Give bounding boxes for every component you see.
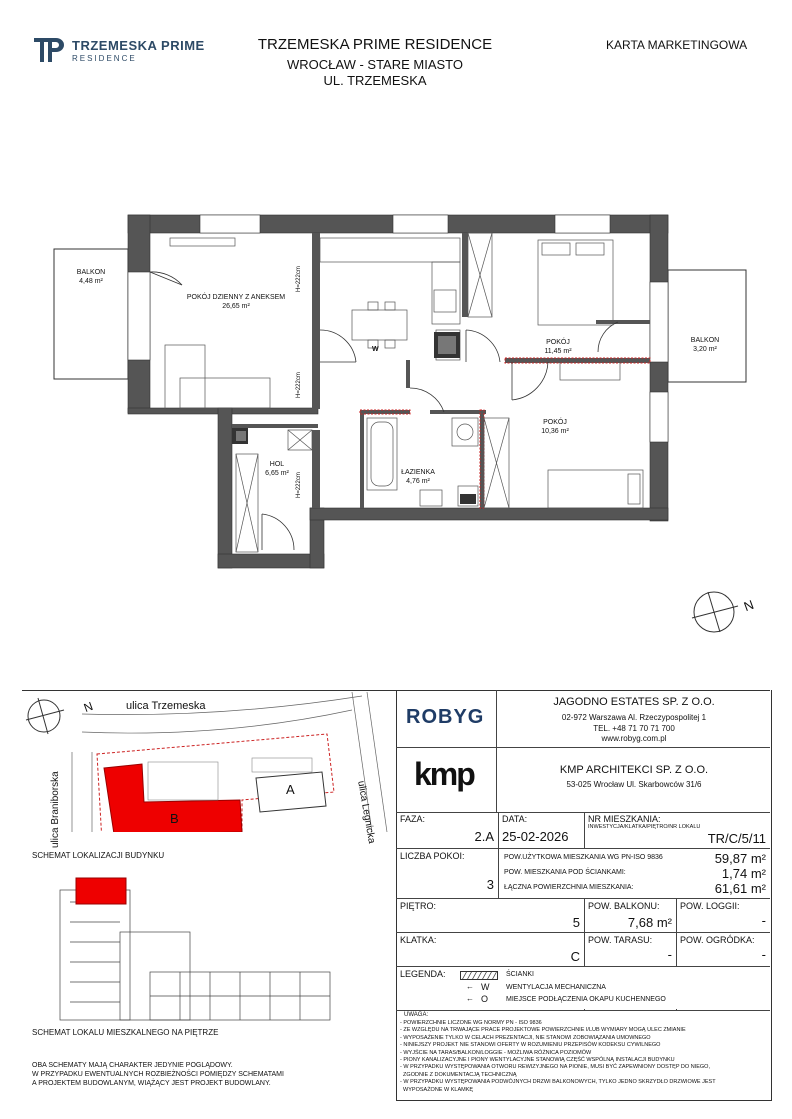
street-legnicka: ulica Legnicka <box>355 780 378 845</box>
height-mark-2: H=222cm <box>296 372 302 398</box>
location-map <box>22 692 397 832</box>
disclaimer-1: OBA SCHEMATY MAJĄ CHARAKTER JEDYNIE POGLĄDOWY. <box>32 1062 233 1069</box>
balkon-label: POW. BALKONU: <box>588 901 660 911</box>
architect-logo: kmp <box>414 756 474 792</box>
pu-label: POW.UŻYTKOWA MIESZKANIA WG PN-ISO 9836 <box>504 854 663 861</box>
legend-w-symbol: W <box>481 982 490 992</box>
building-b: B <box>170 811 179 826</box>
note-9: - W PRZYPADKU WYSTĘPOWANIA PODWÓJNYCH DRZWI BALKONOWYCH, TYLKO JEDNO SKRZYDŁO DRZWIOWE JEST <box>400 1079 716 1086</box>
legend-o-arrow-icon: ← <box>466 994 474 1003</box>
faza-value: 2.A <box>474 829 494 844</box>
room-pokoj-1: POKÓJ 11,45 m² <box>544 339 572 355</box>
legend-w: WENTYLACJA MECHANICZNA <box>506 984 606 991</box>
pokoje-label: LICZBA POKOI: <box>400 851 465 861</box>
room-pokoj-2: POKÓJ 10,36 m² <box>541 419 569 435</box>
caption-floor: SCHEMAT LOKALU MIESZKALNEGO NA PIĘTRZE <box>32 1028 219 1037</box>
height-mark-3: H=222cm <box>296 472 302 498</box>
street-trzemeska: ulica Trzemeska <box>126 700 206 712</box>
notes-list <box>400 1020 766 1094</box>
developer-logo: ROBYG <box>406 706 485 728</box>
pl-value: 61,61 m² <box>714 881 766 896</box>
note-2: - ZE WZGLĘDU NA TRWAJĄCE PRACE PROJEKTOWE POWIERZCHNIE I/LUB WYMIARY MOGĄ ULEC ZMIANIE <box>400 1027 686 1034</box>
card-type: KARTA MARKETINGOWA <box>606 38 748 52</box>
faza-label: FAZA: <box>400 814 426 824</box>
pl-label: ŁĄCZNA POWIERZCHNIA MIESZKANIA: <box>504 884 634 891</box>
building-a: A <box>286 782 295 797</box>
legend-o-symbol: O <box>481 994 489 1004</box>
pokoje-value: 3 <box>486 877 494 892</box>
nr-value: TR/C/5/11 <box>707 831 766 846</box>
legend-w-arrow-icon: ← <box>466 982 474 991</box>
street-braniborska: ulica Braniborska <box>50 771 61 848</box>
klatka-value: C <box>570 949 580 964</box>
height-mark-1: H=222cm <box>296 266 302 292</box>
street: UL. TRZEMESKA <box>323 73 427 88</box>
note-8: ZGODNIE Z DOKUMENTACJĄ TECHNICZNĄ <box>400 1071 517 1078</box>
legend-hatch: ŚCIANKI <box>506 971 535 978</box>
room-bath: ŁAZIENKA 4,76 m² <box>401 469 435 485</box>
data-label: DATA: <box>502 814 528 824</box>
pu-value: 59,87 m² <box>714 851 766 866</box>
loggia-value: - <box>761 913 766 928</box>
taras-value: - <box>667 947 672 962</box>
hatch-icon <box>460 971 498 980</box>
caption-location: SCHEMAT LOKALIZACJI BUDYNKU <box>32 851 165 860</box>
note-6: - PIONY KANALIZACYJNE I PIONY WENTYLACYJNE STANOWIĄ CZĘŚĆ WSPÓLNĄ INSTALACJI BUDYNKU <box>400 1057 675 1064</box>
room-balkon-left: BALKON 4,48 m² <box>76 269 106 285</box>
nr-label: NR MIESZKANIA: <box>588 814 661 824</box>
uwagi-label: UWAGA: <box>404 1012 429 1018</box>
note-1: - POWIERZCHNIE LICZONE WG NORMY PN - ISO 9836 <box>400 1020 542 1026</box>
pietro-label: PIĘTRO: <box>400 901 437 911</box>
room-hol: HOL 6,65 m² <box>265 461 289 477</box>
legend-o: MIEJSCE PODŁĄCZENIA OKAPU KUCHENNEGO <box>506 996 666 1003</box>
note-7: - W PRZYPADKU WYSTĘPOWANIA OTWORU REWIZYJNEGO NA PIONIE, MUSI BYĆ ZAPEWNIONY DOSTĘP DO NIEGO, <box>400 1064 710 1071</box>
pietro-value: 5 <box>572 915 580 930</box>
ogrod-label: POW. OGRÓDKA: <box>680 935 755 945</box>
ogrod-value: - <box>761 947 766 962</box>
balcony-right <box>668 270 746 382</box>
developer-name: JAGODNO ESTATES SP. Z O.O. <box>553 696 715 708</box>
note-10: WYPOSAŻONE W KLAMKĘ <box>400 1086 474 1093</box>
taras-label: POW. TARASU: <box>588 935 653 945</box>
disclaimer-2: W PRZYPADKU EWENTUALNYCH ROZBIEŻNOŚCI POMIĘDZY SCHEMATAMI <box>32 1071 284 1078</box>
legenda-label: LEGENDA: <box>400 969 446 979</box>
klatka-label: KLATKA: <box>400 935 437 945</box>
note-5: - WYJŚCIE NA TARAS/BALKON/LOGGIE - MOŻLIWA RÓŻNICA POZIOMÓW <box>400 1049 592 1056</box>
map-north: N <box>81 698 95 716</box>
ps-label: POW. MIESZKANIA POD ŚCIANKAMI: <box>504 869 626 876</box>
architect-name: KMP ARCHITEKCI SP. Z O.O. <box>559 764 709 776</box>
ventilation-mark: W <box>372 346 379 353</box>
developer-tel: TEL. +48 71 70 71 700 <box>593 724 675 733</box>
architect-address: 53-025 Wrocław Ul. Skarbowców 31/6 <box>566 780 702 789</box>
page-title: TRZEMESKA PRIME RESIDENCE <box>257 36 493 53</box>
loggia-label: POW. LOGGII: <box>680 901 740 911</box>
compass-icon <box>690 588 750 638</box>
disclaimer-3: A PROJEKTEM BUDOWLANYM, WIĄŻĄCY JEST PROJEKT BUDOWLANY. <box>32 1080 271 1087</box>
data-value: 25-02-2026 <box>502 829 569 844</box>
developer-www: www.robyg.com.pl <box>601 734 667 743</box>
city: WROCŁAW - STARE MIASTO <box>287 57 463 72</box>
floor-schematic <box>30 872 360 1022</box>
nr-sub: INWESTYCJA/KLATKA/PIĘTRO/NR LOKALU <box>588 824 701 830</box>
logo-sub: RESIDENCE <box>72 54 137 63</box>
developer-address: 02-972 Warszawa Al. Rzeczypospolitej 1 <box>561 713 707 722</box>
compass-north: N <box>741 596 756 615</box>
ps-value: 1,74 m² <box>721 866 766 881</box>
balkon-value: 7,68 m² <box>627 915 672 930</box>
room-living: POKÓJ DZIENNY Z ANEKSEM 26,65 m² <box>186 294 286 310</box>
note-4: - NINIEJSZY PROJEKT NIE STANOWI OFERTY W ROZUMIENIU PRZEPISÓW KODEKSU CYWILNEGO <box>400 1042 661 1049</box>
logo-brand: TRZEMESKA PRIME <box>72 38 205 53</box>
note-3: - WYPOSAŻENIE TYLKO W CELACH PREZENTACJI, NIE STANOWI ZOBOWIĄZANIA UMOWNEGO <box>400 1034 651 1041</box>
room-balkon-right: BALKON 3,20 m² <box>690 337 720 353</box>
